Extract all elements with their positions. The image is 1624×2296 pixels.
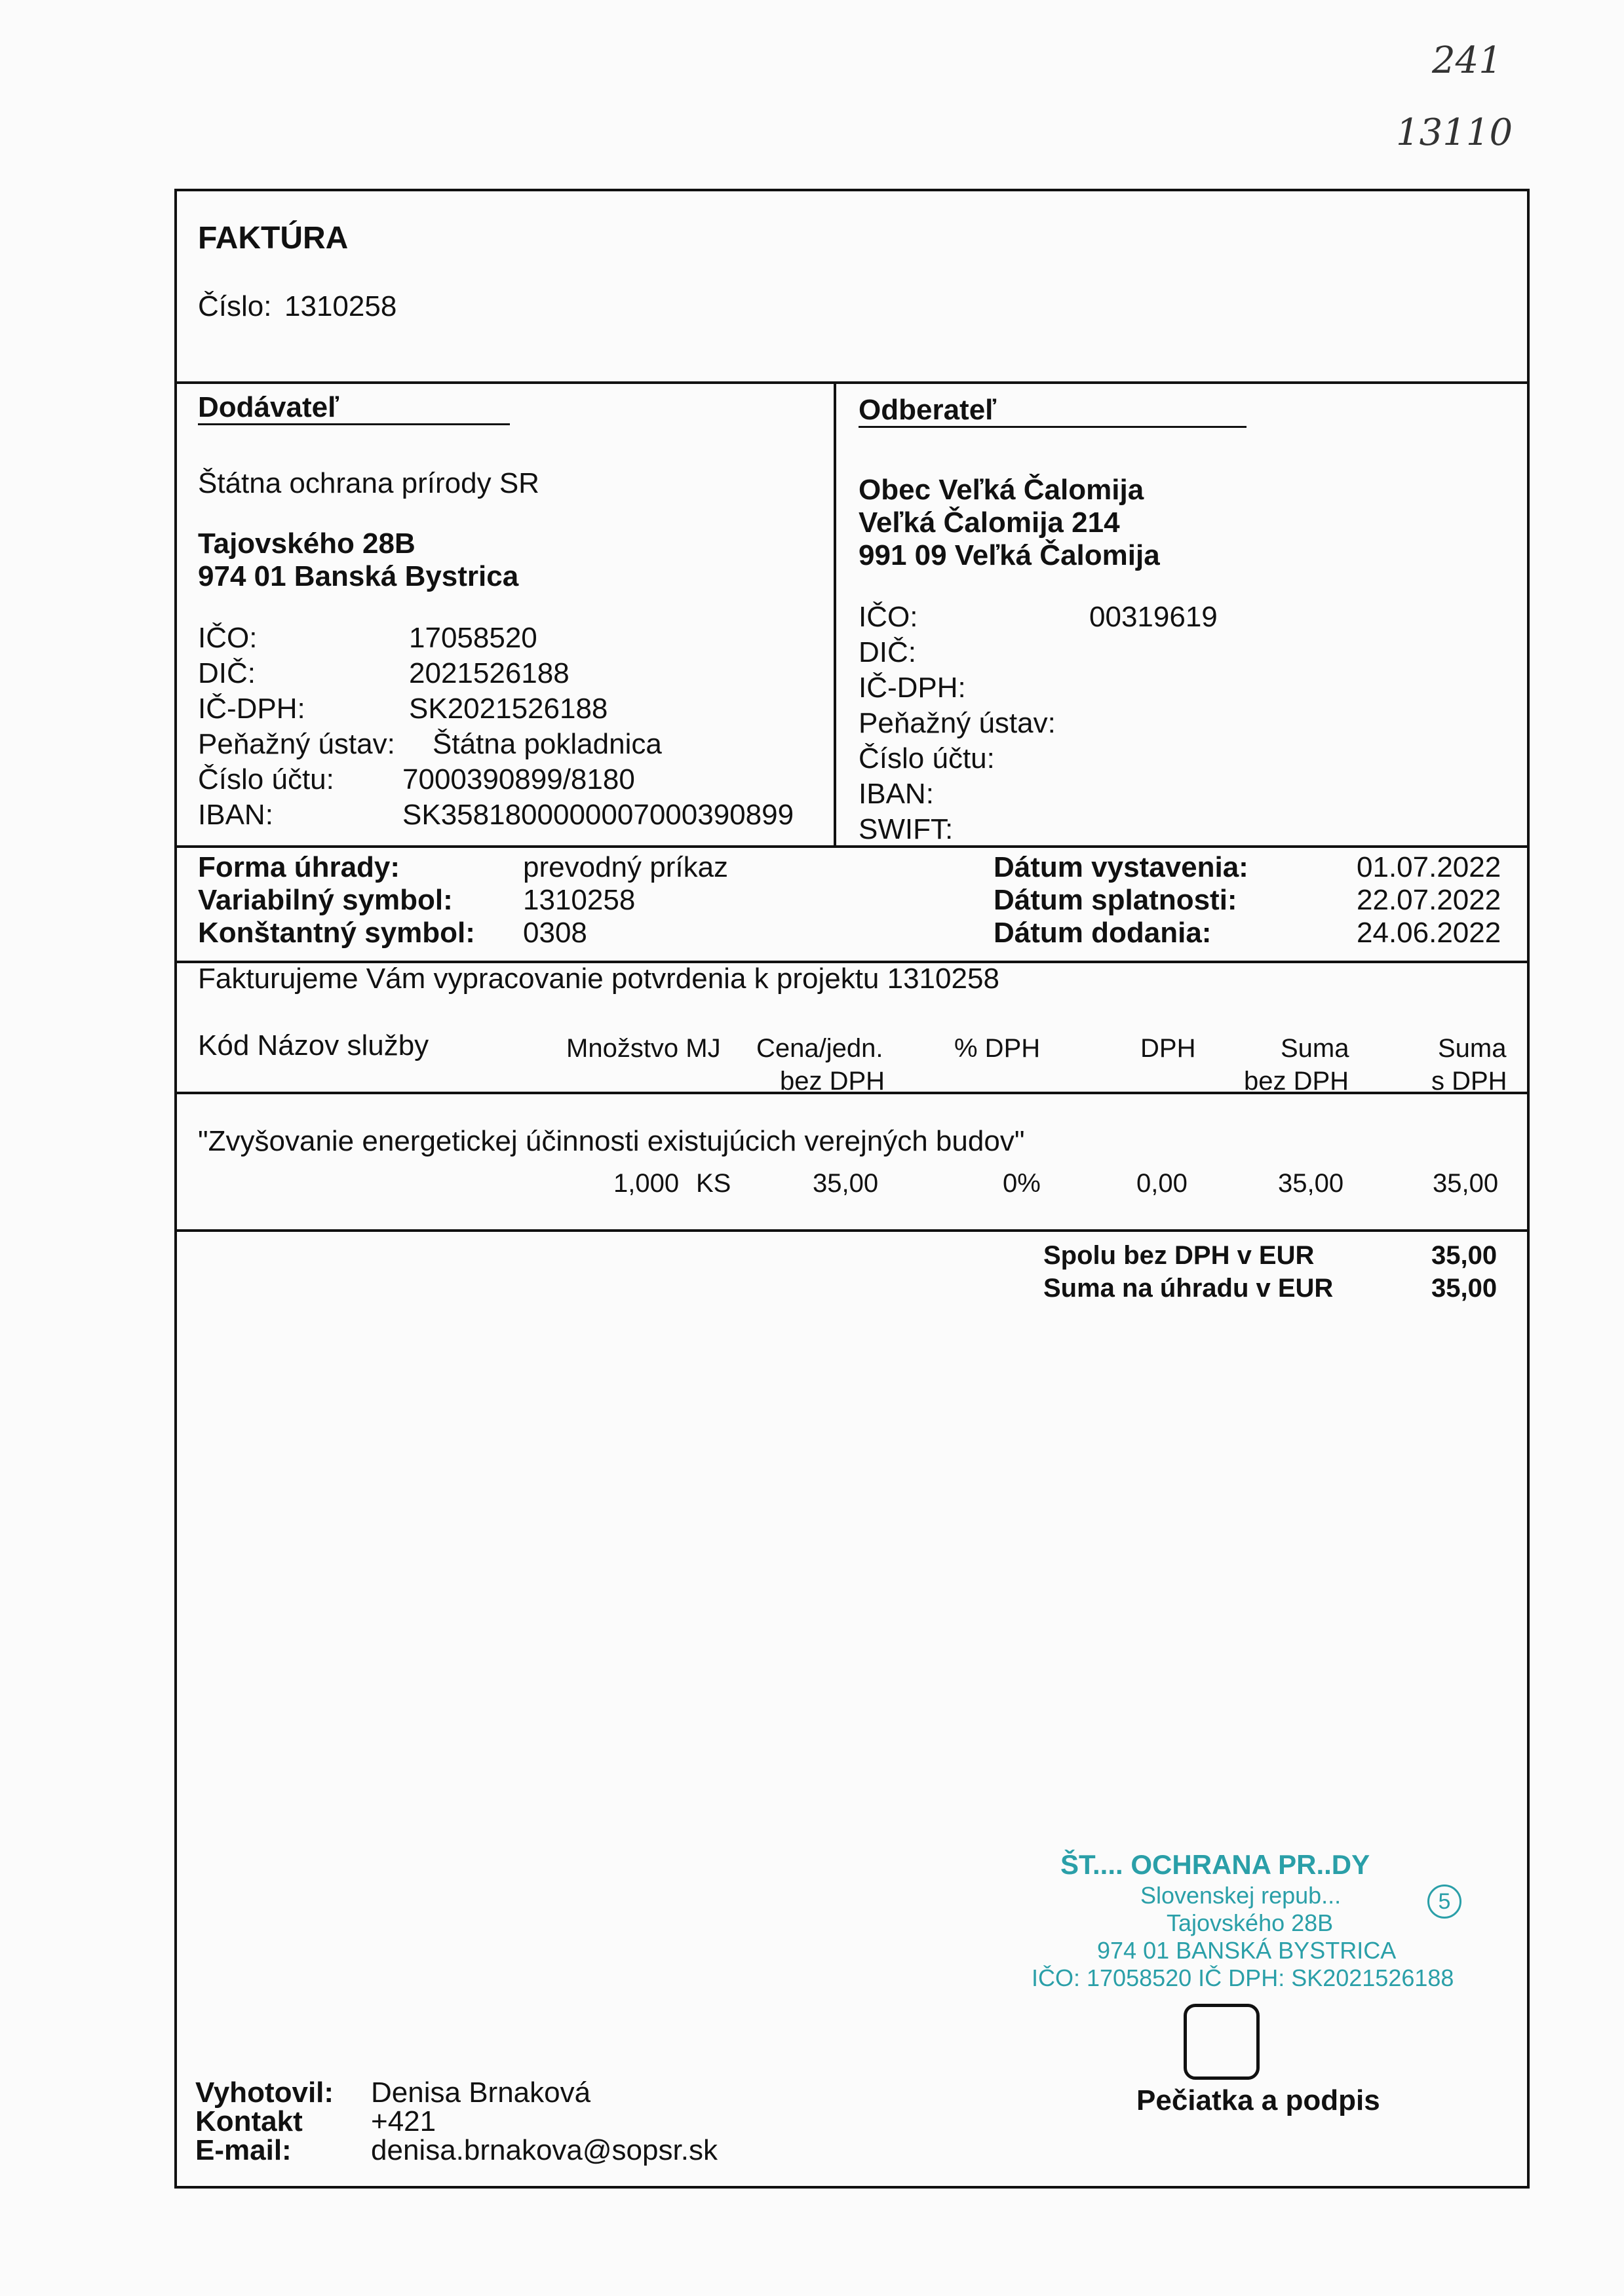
invoice-title: FAKTÚRA bbox=[198, 221, 349, 256]
col-price-2: bez DPH bbox=[780, 1067, 885, 1096]
supplier-account: 7000390899/8180 bbox=[402, 763, 635, 795]
col-qty-unit: Množstvo MJ bbox=[566, 1034, 721, 1063]
divider-items-bottom bbox=[174, 1229, 1530, 1232]
col-sum-incl-2: s DPH bbox=[1431, 1067, 1507, 1096]
col-code-name: Kód Názov služby bbox=[198, 1029, 429, 1062]
divider-parties bbox=[834, 381, 836, 847]
item-qty: 1,000 bbox=[613, 1169, 680, 1198]
supplier-ico-label: IČO: bbox=[198, 622, 258, 654]
payment-form: prevodný príkaz bbox=[523, 851, 729, 883]
supplier-heading: Dodávateľ bbox=[198, 391, 339, 423]
col-vat: DPH bbox=[1140, 1034, 1196, 1063]
col-price-1: Cena/jedn. bbox=[756, 1034, 883, 1063]
total-excl-label: Spolu bez DPH v EUR bbox=[1043, 1241, 1315, 1270]
stamp-number-badge: 5 bbox=[1427, 1885, 1461, 1919]
supplier-heading-underline bbox=[198, 423, 510, 425]
stamp-line-3: Tajovského 28B bbox=[1167, 1909, 1334, 1936]
issued-by: Denisa Brnaková bbox=[371, 2076, 591, 2109]
stamp-line-4: 974 01 BANSKÁ BYSTRICA bbox=[1097, 1937, 1397, 1964]
contact-label: Kontakt bbox=[195, 2105, 303, 2137]
col-sum-incl-1: Suma bbox=[1438, 1034, 1507, 1063]
supplier-iban-label: IBAN: bbox=[198, 799, 273, 831]
constant-symbol: 0308 bbox=[523, 917, 587, 949]
handwritten-note-top: 241 bbox=[1432, 39, 1502, 82]
email-label: E-mail: bbox=[195, 2134, 292, 2166]
col-sum-excl-2: bez DPH bbox=[1244, 1067, 1349, 1096]
due-date: 22.07.2022 bbox=[1357, 884, 1501, 916]
invoice-description: Fakturujeme Vám vypracovanie potvrdenia k projektu 1310258 bbox=[198, 963, 999, 995]
issued-by-label: Vyhotovil: bbox=[195, 2076, 334, 2109]
stamp-line-1: ŠT.... OCHRANA PR..DY bbox=[1060, 1849, 1370, 1880]
item-vat: 0,00 bbox=[1136, 1169, 1188, 1198]
divider-header bbox=[174, 381, 1530, 384]
supplier-iban: SK3581800000007000390899 bbox=[402, 799, 794, 831]
supplier-bank: Štátna pokladnica bbox=[433, 728, 662, 760]
item-sum-incl: 35,00 bbox=[1433, 1169, 1499, 1198]
supplier-dic: 2021526188 bbox=[409, 657, 570, 689]
stamp-line-5: IČO: 17058520 IČ DPH: SK2021526188 bbox=[1032, 1964, 1454, 1991]
due-date-label: Dátum splatnosti: bbox=[994, 884, 1237, 916]
supplier-city: 974 01 Banská Bystrica bbox=[198, 560, 519, 592]
divider-parties-bottom bbox=[174, 845, 1530, 848]
supplier-account-label: Číslo účtu: bbox=[198, 763, 334, 795]
customer-heading-underline bbox=[859, 426, 1247, 428]
variable-symbol-label: Variabilný symbol: bbox=[198, 884, 453, 916]
customer-name: Obec Veľká Čalomija bbox=[859, 474, 1144, 506]
supplier-icdph: SK2021526188 bbox=[409, 693, 608, 725]
supplier-icdph-label: IČ-DPH: bbox=[198, 693, 305, 725]
stamp-line-2: Slovenskej repub... bbox=[1140, 1882, 1342, 1909]
customer-swift-label: SWIFT: bbox=[859, 813, 954, 845]
variable-symbol: 1310258 bbox=[523, 884, 636, 916]
signature-box bbox=[1184, 2004, 1260, 2080]
constant-symbol-label: Konštantný symbol: bbox=[198, 917, 475, 949]
total-due-label: Suma na úhradu v EUR bbox=[1043, 1274, 1334, 1303]
email: denisa.brnakova@sopsr.sk bbox=[371, 2134, 718, 2166]
customer-ico: 00319619 bbox=[1089, 601, 1218, 633]
delivery-date: 24.06.2022 bbox=[1357, 917, 1501, 949]
supplier-dic-label: DIČ: bbox=[198, 657, 256, 689]
contact: +421 bbox=[371, 2105, 436, 2137]
item-sum-excl: 35,00 bbox=[1278, 1169, 1344, 1198]
item-price: 35,00 bbox=[813, 1169, 879, 1198]
item-name: "Zvyšovanie energetickej účinnosti existujúcich verejných budov" bbox=[198, 1125, 1025, 1157]
supplier-street: Tajovského 28B bbox=[198, 527, 416, 560]
invoice-number-label: Číslo: bbox=[198, 290, 272, 322]
total-excl: 35,00 bbox=[1431, 1241, 1498, 1270]
payment-form-label: Forma úhrady: bbox=[198, 851, 400, 883]
total-due: 35,00 bbox=[1431, 1274, 1498, 1303]
col-vat-pct: % DPH bbox=[954, 1034, 1041, 1063]
customer-ico-label: IČO: bbox=[859, 601, 918, 633]
customer-heading: Odberateľ bbox=[859, 394, 997, 426]
customer-icdph-label: IČ-DPH: bbox=[859, 672, 966, 704]
invoice-number: 1310258 bbox=[284, 290, 397, 322]
delivery-date-label: Dátum dodania: bbox=[994, 917, 1212, 949]
customer-account-label: Číslo účtu: bbox=[859, 742, 995, 775]
supplier-ico: 17058520 bbox=[409, 622, 537, 654]
col-sum-excl-1: Suma bbox=[1281, 1034, 1349, 1063]
customer-city: 991 09 Veľká Čalomija bbox=[859, 539, 1160, 571]
item-vat-pct: 0% bbox=[1003, 1169, 1041, 1198]
issue-date-label: Dátum vystavenia: bbox=[994, 851, 1248, 883]
item-unit: KS bbox=[696, 1169, 731, 1198]
customer-dic-label: DIČ: bbox=[859, 636, 916, 668]
handwritten-note-number: 13110 bbox=[1396, 111, 1513, 154]
customer-bank-label: Peňažný ústav: bbox=[859, 707, 1056, 739]
issue-date: 01.07.2022 bbox=[1357, 851, 1501, 883]
customer-street: Veľká Čalomija 214 bbox=[859, 507, 1120, 539]
supplier-bank-label: Peňažný ústav: bbox=[198, 728, 395, 760]
signature-label: Pečiatka a podpis bbox=[1136, 2084, 1380, 2116]
customer-iban-label: IBAN: bbox=[859, 778, 934, 810]
supplier-name: Štátna ochrana prírody SR bbox=[198, 467, 539, 499]
